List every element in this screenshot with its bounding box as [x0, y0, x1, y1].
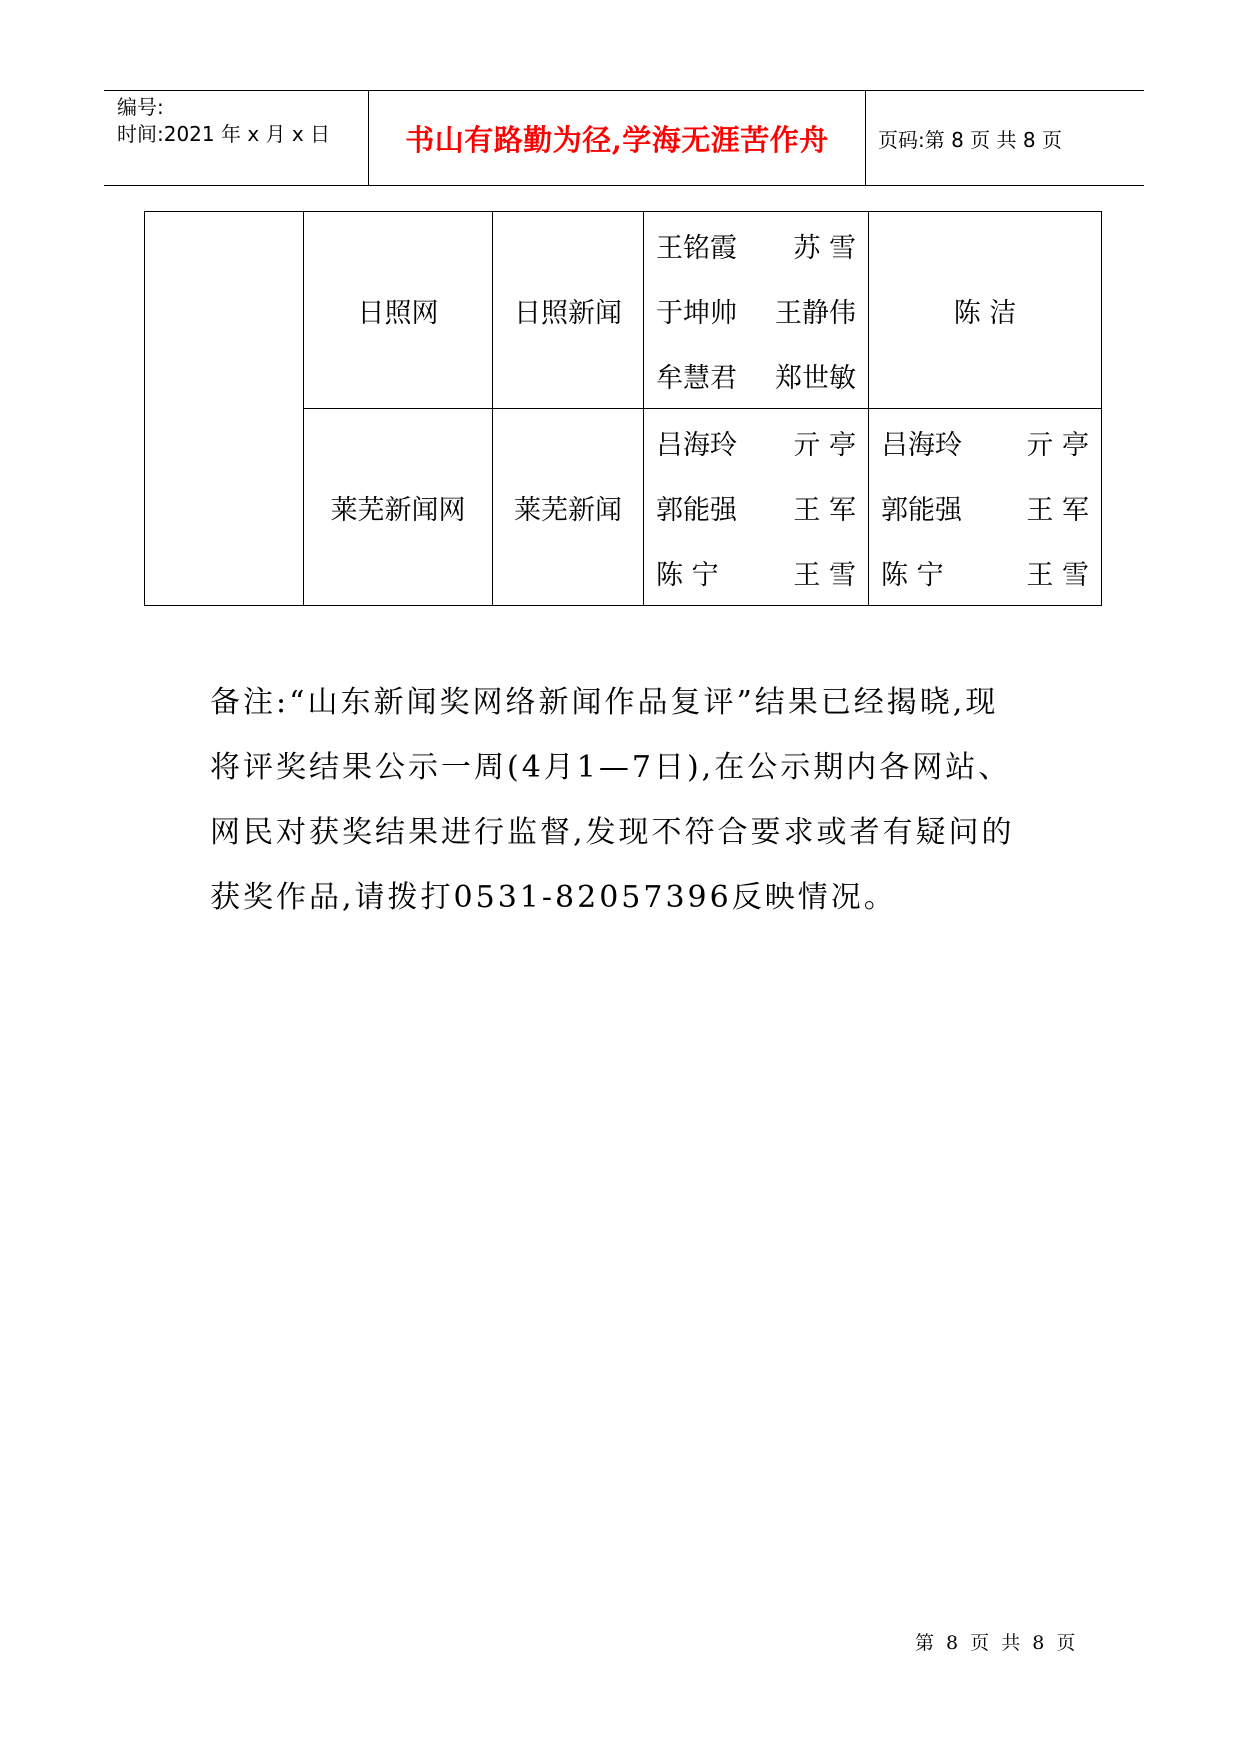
- table-cell-authors: [644, 409, 869, 606]
- author-name: 王 雪: [793, 559, 856, 591]
- table-cell-category: 莱芜新闻: [493, 409, 644, 606]
- document-number-label: 编号:: [117, 95, 164, 119]
- author-name: 郭能强: [656, 494, 737, 526]
- table-cell-site: 莱芜新闻网: [304, 409, 493, 606]
- editor-name: 吕海玲: [881, 429, 962, 461]
- remark-line: 获奖作品,请拨打0531-82057396反映情况。: [210, 880, 897, 915]
- editor-name: 郭能强: [881, 494, 962, 526]
- author-name: 苏 雪: [793, 232, 856, 264]
- header-page-info: 页码:第 8 页 共 8 页: [878, 127, 1062, 152]
- table-cell-authors: [644, 212, 869, 409]
- header-left-cell: [104, 91, 369, 185]
- header-center-cell: [369, 91, 866, 185]
- author-name: 吕海玲: [656, 429, 737, 461]
- header-right-cell: [866, 91, 1144, 185]
- document-time-label: 时间:2021 年 x 月 x 日: [117, 122, 331, 146]
- remark-line: 网民对获奖结果进行监督,发现不符合要求或者有疑问的: [210, 815, 1015, 850]
- author-name: 郑世敏: [775, 362, 856, 394]
- editor-name: 王 军: [1026, 494, 1089, 526]
- remark-line: 备注:“山东新闻奖网络新闻作品复评”结果已经揭晓,现: [210, 685, 999, 720]
- page-footer-number: 第 8 页 共 8 页: [915, 1632, 1079, 1654]
- author-name: 于坤帅: [656, 297, 737, 329]
- table-cell-empty: [145, 212, 304, 606]
- author-name: 王 军: [793, 494, 856, 526]
- remark-line: 将评奖结果公示一周(4月1—7日),在公示期内各网站、: [210, 750, 1012, 785]
- author-name: 牟慧君: [656, 362, 737, 394]
- author-name: 王铭霞: [656, 232, 737, 264]
- table-cell-editor: 陈 洁: [869, 212, 1102, 409]
- table-row: [145, 212, 1102, 409]
- awards-table: [144, 211, 1102, 606]
- author-name: 王静伟: [775, 297, 856, 329]
- table-cell-editors: [869, 409, 1102, 606]
- table-cell-category: 日照新闻: [493, 212, 644, 409]
- table-cell-site: 日照网: [304, 212, 493, 409]
- author-name: 亓 亭: [793, 429, 856, 461]
- editor-name: 亓 亭: [1026, 429, 1089, 461]
- page-header: [104, 90, 1144, 186]
- author-name: 陈 宁: [656, 559, 719, 591]
- remark-paragraph: [210, 670, 1060, 930]
- editor-name: 王 雪: [1026, 559, 1089, 591]
- header-motto: 书山有路勤为径,学海无涯苦作舟: [405, 122, 829, 157]
- editor-name: 陈 宁: [881, 559, 944, 591]
